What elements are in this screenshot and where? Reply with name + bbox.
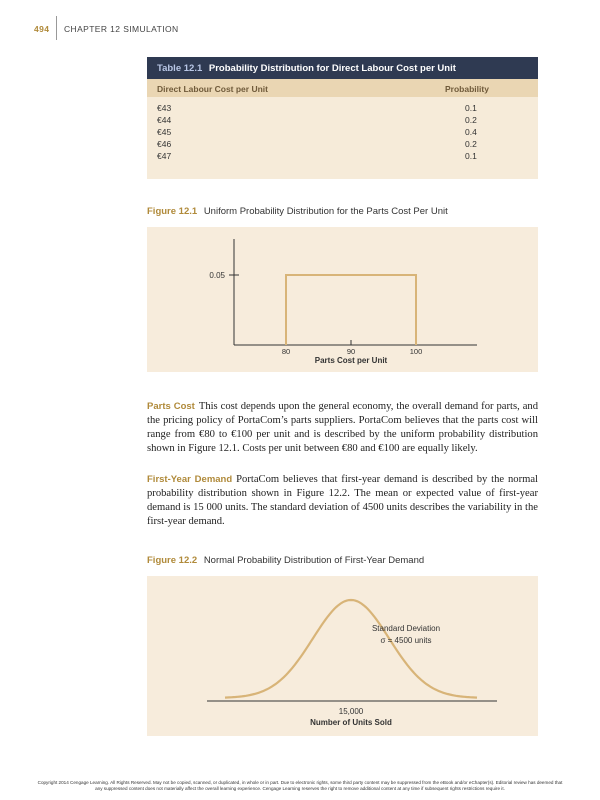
paragraph-lead: Parts Cost — [147, 401, 195, 412]
cost-cell: €47 — [157, 151, 172, 161]
probability-cell: 0.1 — [465, 151, 477, 161]
probability-cell: 0.1 — [465, 103, 477, 113]
table-row — [147, 127, 538, 139]
x-axis-label: Number of Units Sold — [310, 718, 392, 727]
figure-number: Figure 12.2 — [147, 555, 198, 566]
parts-cost-paragraph — [147, 400, 538, 456]
header-divider — [56, 16, 57, 40]
x-tick-label: 100 — [409, 347, 423, 356]
table-12-1 — [147, 57, 538, 179]
figure-number: Figure 12.1 — [147, 206, 198, 217]
copyright-notice: Copyright 2014 Cengage Learning. All Rights Reserved. May not be copied, scanned, or duplicated, in whole or in part. Due to electronic rights, some third party content may be suppressed from the eBook and/or eChapter(s). Editorial review has deemed that any suppressed content does not materially affect the overall learning experience. Cengage Learning reserves the right to remove additional content at any time if subsequent rights restrictions require it. — [37, 780, 563, 791]
cost-cell: €44 — [157, 115, 172, 125]
probability-cell: 0.2 — [465, 139, 477, 149]
std-dev-annotation-line2: σ = 4500 units — [380, 636, 432, 645]
cost-cell: €46 — [157, 139, 172, 149]
figure-12-1-panel — [147, 227, 538, 372]
table-title: Probability Distribution for Direct Labour Cost per Unit — [208, 63, 456, 74]
column-header-probability: Probability — [445, 84, 489, 94]
chapter-title: CHAPTER 12 SIMULATION — [64, 24, 179, 34]
table-title-bar — [147, 57, 538, 79]
x-tick-label: 80 — [281, 347, 291, 356]
uniform-distribution-chart — [147, 227, 538, 372]
table-row — [147, 115, 538, 127]
table-header-row — [147, 79, 538, 97]
paragraph-text: This cost depends upon the general economy, the overall demand for parts, and the pricing policy of PortaCom’s parts suppliers. PortaCom believes that the parts cost will range from €80 to €100 per unit and is described by the uniform probability distribution shown in Figure 12.1. Costs per unit between €80 and €100 are equally likely. — [147, 401, 539, 454]
paragraph-text: PortaCom believes that first-year demand is described by the normal probability distribution shown in Figure 12.2. The mean or expected value of first-year demand is 15 000 units. The standard deviation of 4500 units describes the variability in the first-year demand. — [147, 474, 538, 527]
table-body — [147, 97, 538, 163]
table-row — [147, 103, 538, 115]
normal-distribution-chart — [147, 576, 538, 736]
figure-12-1-caption — [147, 206, 448, 217]
table-row — [147, 151, 538, 163]
probability-cell: 0.4 — [465, 127, 477, 137]
x-axis-label: Parts Cost per Unit — [314, 356, 388, 365]
first-year-demand-paragraph — [147, 473, 538, 529]
page-number: 494 — [34, 24, 50, 34]
table-row — [147, 139, 538, 151]
table-number: Table 12.1 — [157, 63, 203, 74]
x-tick-label: 90 — [346, 347, 356, 356]
std-dev-annotation-line1: Standard Deviation — [371, 624, 441, 633]
normal-density-curve — [225, 600, 477, 698]
figure-caption-text: Normal Probability Distribution of First-Year Demand — [203, 555, 425, 566]
y-tick-label: 0.05 — [209, 271, 225, 280]
column-header-cost: Direct Labour Cost per Unit — [157, 84, 268, 94]
page-header — [34, 24, 179, 34]
paragraph-lead: First-Year Demand — [147, 474, 233, 485]
cost-cell: €43 — [157, 103, 172, 113]
uniform-density-line — [286, 275, 416, 345]
x-tick-label: 15,000 — [338, 707, 364, 716]
figure-12-2-panel — [147, 576, 538, 736]
cost-cell: €45 — [157, 127, 172, 137]
figure-12-2-caption — [147, 555, 424, 566]
figure-caption-text: Uniform Probability Distribution for the Parts Cost Per Unit — [203, 206, 448, 217]
probability-cell: 0.2 — [465, 115, 477, 125]
